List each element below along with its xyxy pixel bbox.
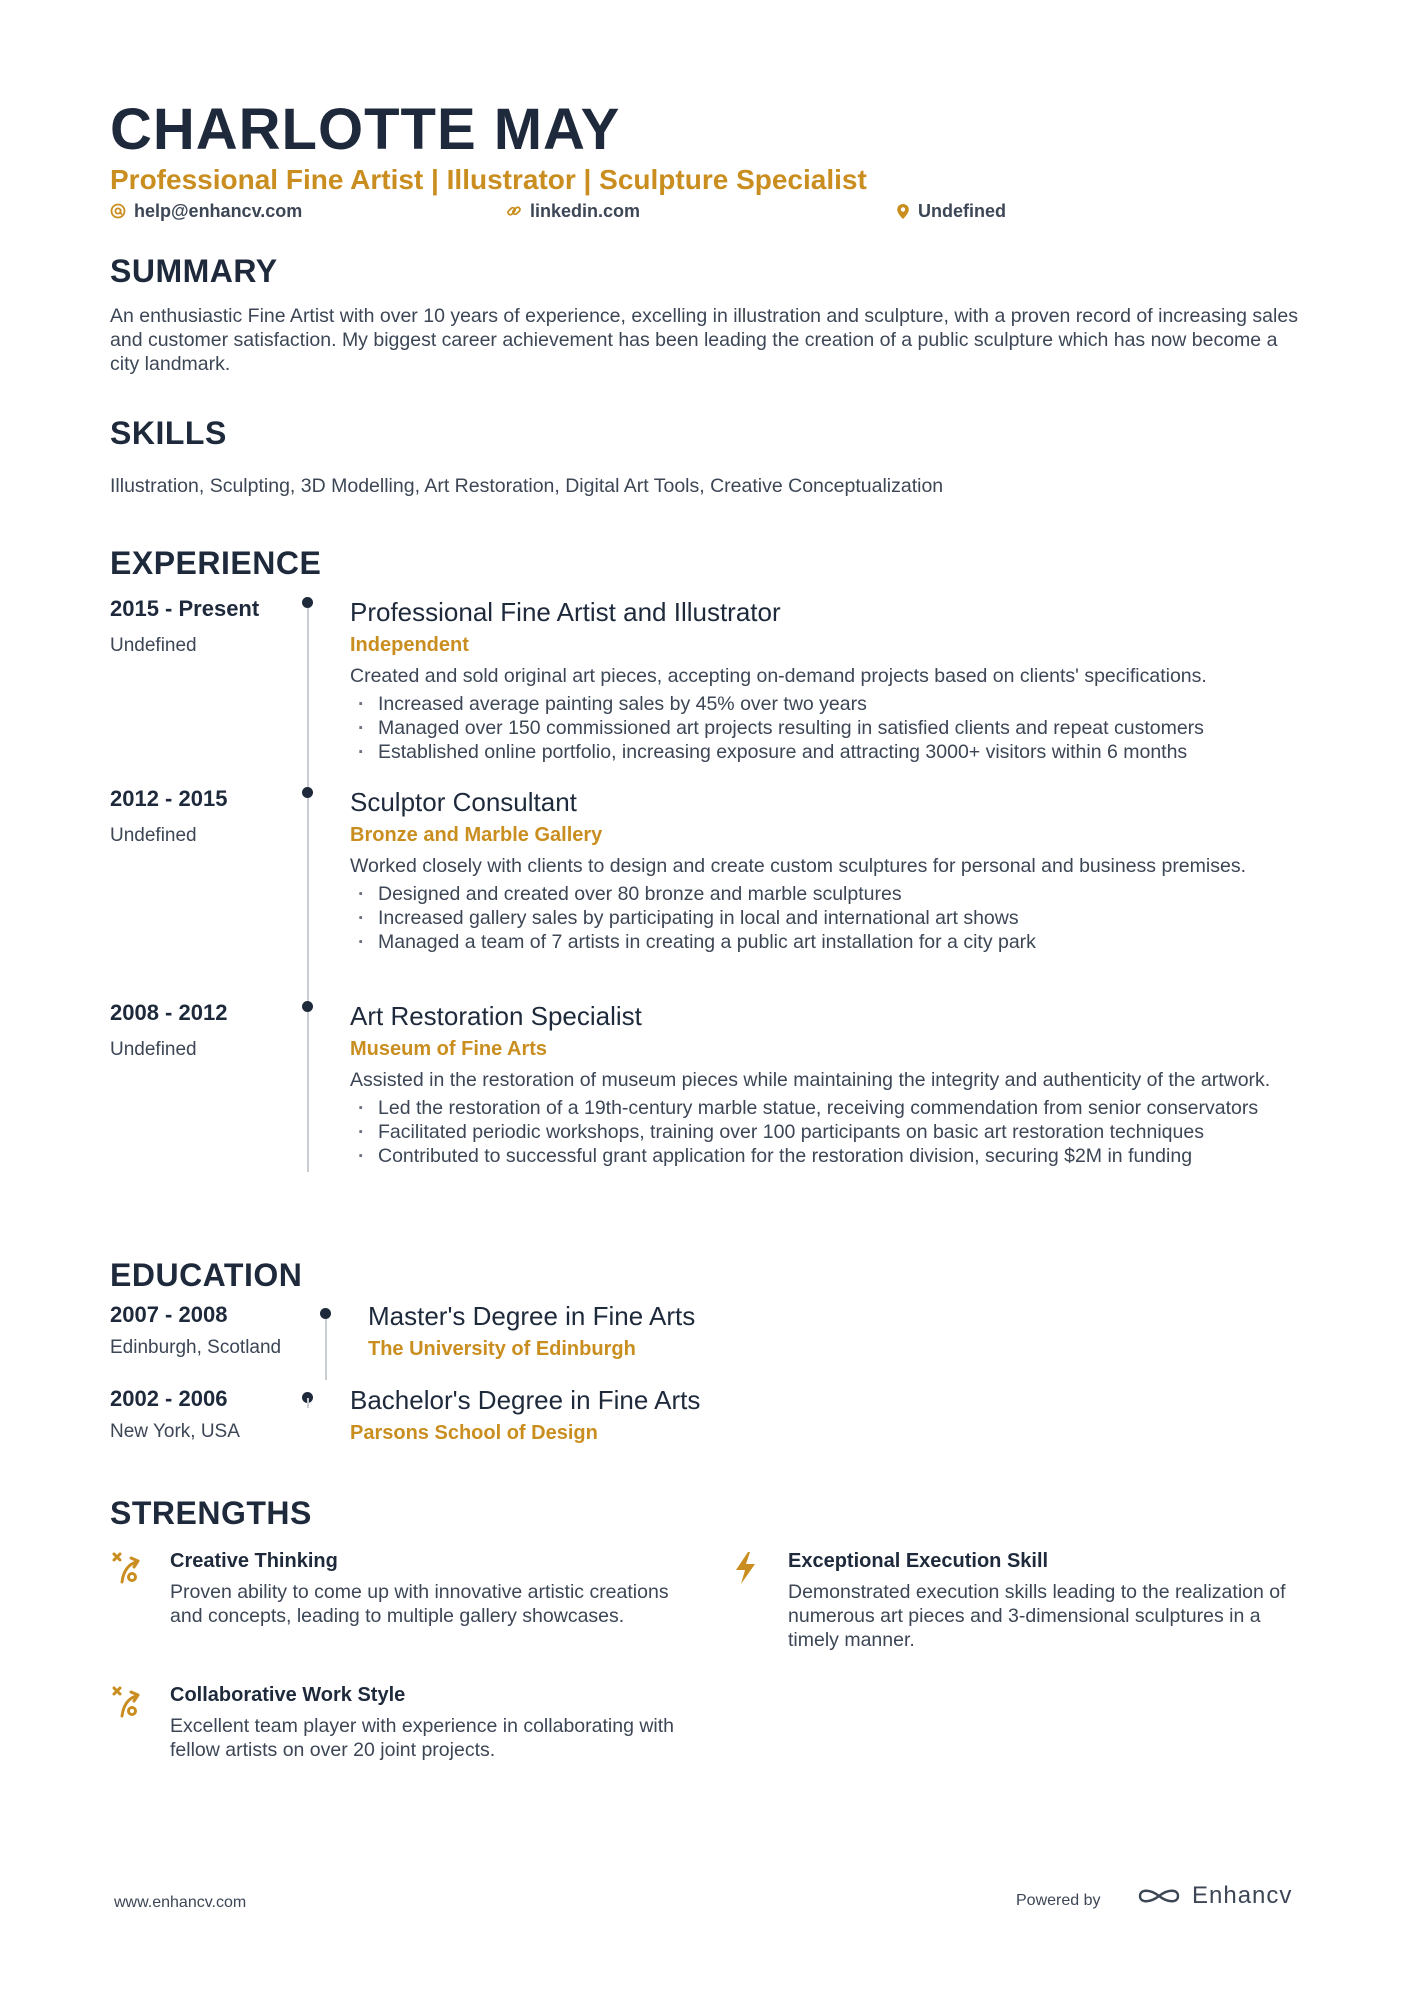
timeline-dot: [302, 597, 313, 608]
candidate-name: CHARLOTTE MAY: [110, 97, 621, 162]
experience-bullet: · Led the restoration of a 19th-century marble statue, receiving commendation from senior conservators: [350, 1096, 1350, 1120]
candidate-headline: Professional Fine Artist | Illustrator | Sculpture Specialist: [110, 164, 867, 195]
footer-website-link[interactable]: www.enhancv.com: [114, 1894, 247, 1911]
experience-date: 2008 - 2012: [110, 1000, 228, 1025]
footer-powered-by: Powered by: [1016, 1892, 1101, 1909]
experience-location: Undefined: [110, 1039, 197, 1060]
strength-title: Collaborative Work Style: [170, 1684, 406, 1706]
enhancv-logo-icon: [1136, 1884, 1182, 1908]
education-date: 2007 - 2008: [110, 1302, 228, 1327]
contact-location: [896, 200, 1006, 222]
experience-content: [350, 1000, 1390, 1168]
skills-heading: SKILLS: [110, 415, 227, 451]
skills-text: Illustration, Sculpting, 3D Modelling, Art Restoration, Digital Art Tools, Creative Conceptualization: [110, 475, 944, 497]
experience-company: Independent: [350, 634, 469, 656]
experience-date: 2015 - Present: [110, 596, 260, 621]
experience-bullet: · Managed a team of 7 artists in creating a public art installation for a city park: [350, 930, 1350, 954]
education-school: Parsons School of Design: [350, 1422, 598, 1444]
contact-location-text: Undefined: [918, 201, 1006, 221]
education-school: The University of Edinburgh: [368, 1338, 636, 1360]
education-location: Edinburgh, Scotland: [110, 1337, 282, 1358]
experience-bullets: [350, 882, 1390, 954]
experience-location: Undefined: [110, 635, 197, 656]
summary-text: An enthusiastic Fine Artist with over 10 years of experience, excelling in illustration and sculpture, with a proven record of increasing sales and customer satisfaction. My biggest career achievement has been leading the creation of a public sculpture which has now become a city landmark.: [110, 305, 1298, 375]
experience-description: Created and sold original art pieces, accepting on-demand projects based on clients' specifications.: [350, 665, 1207, 687]
education-timeline-line: [325, 1314, 327, 1380]
strength-description: Proven ability to come up with innovative artistic creations and concepts, leading to multiple gallery showcases.: [170, 1581, 669, 1627]
footer-brand-logo[interactable]: [1136, 1882, 1292, 1910]
contact-linkedin-text: linkedin.com: [530, 201, 641, 221]
experience-company: Museum of Fine Arts: [350, 1038, 548, 1060]
experience-bullet: · Managed over 150 commissioned art projects resulting in satisfied clients and repeat customers: [350, 716, 1350, 740]
education-location: New York, USA: [110, 1421, 240, 1442]
education-timeline-line: [307, 1398, 309, 1408]
timeline-dot: [302, 1001, 313, 1012]
at-icon: [110, 203, 126, 219]
link-icon: [506, 203, 522, 219]
strategy-icon: [110, 1684, 146, 1720]
experience-description: Assisted in the restoration of museum pieces while maintaining the integrity and authenticity of the artwork.: [350, 1069, 1271, 1091]
summary-heading: SUMMARY: [110, 253, 278, 289]
experience-bullet: · Increased average painting sales by 45% over two years: [350, 692, 1350, 716]
experience-bullets: [350, 692, 1390, 764]
experience-content: [350, 786, 1390, 954]
education-degree: Master's Degree in Fine Arts: [368, 1301, 696, 1331]
strengths-heading: STRENGTHS: [110, 1495, 312, 1531]
strength-description: Excellent team player with experience in collaborating with fellow artists on over 20 joint projects.: [170, 1715, 675, 1761]
location-pin-icon: [896, 203, 910, 220]
education-date: 2002 - 2006: [110, 1386, 228, 1411]
strength-title: Exceptional Execution Skill: [788, 1550, 1049, 1572]
experience-title: Art Restoration Specialist: [350, 1001, 642, 1031]
experience-company: Bronze and Marble Gallery: [350, 824, 603, 846]
experience-title: Sculptor Consultant: [350, 787, 577, 817]
footer-brand-name: Enhancv: [1192, 1882, 1293, 1909]
experience-description: Worked closely with clients to design and create custom sculptures for personal and business premises.: [350, 855, 1246, 877]
strength-description: Demonstrated execution skills leading to the realization of numerous art pieces and 3-dimensional sculptures in a timely manner.: [788, 1581, 1286, 1651]
experience-date: 2012 - 2015: [110, 786, 228, 811]
experience-timeline-line: [307, 602, 309, 1172]
education-degree: Bachelor's Degree in Fine Arts: [350, 1385, 701, 1415]
lightning-icon: [728, 1550, 764, 1586]
contact-linkedin[interactable]: [506, 200, 640, 222]
experience-title: Professional Fine Artist and Illustrator: [350, 597, 781, 627]
experience-bullet: · Facilitated periodic workshops, training over 100 participants on basic art restoration techniques: [350, 1120, 1350, 1144]
experience-bullet: · Established online portfolio, increasing exposure and attracting 3000+ visitors within 6 months: [350, 740, 1350, 764]
contact-email-text: help@enhancv.com: [134, 201, 303, 221]
experience-bullet: · Increased gallery sales by participating in local and international art shows: [350, 906, 1350, 930]
contact-email[interactable]: [110, 200, 302, 222]
experience-heading: EXPERIENCE: [110, 545, 322, 581]
experience-location: Undefined: [110, 825, 197, 846]
experience-bullets: [350, 1096, 1390, 1168]
timeline-dot: [302, 787, 313, 798]
experience-bullet: · Contributed to successful grant application for the restoration division, securing $2M in funding: [350, 1144, 1350, 1168]
timeline-dot: [320, 1308, 331, 1319]
strategy-icon: [110, 1550, 146, 1586]
experience-bullet: · Designed and created over 80 bronze and marble sculptures: [350, 882, 1350, 906]
contact-bar: [110, 200, 1310, 226]
experience-content: [350, 596, 1390, 764]
education-heading: EDUCATION: [110, 1257, 303, 1293]
strength-title: Creative Thinking: [170, 1550, 338, 1572]
